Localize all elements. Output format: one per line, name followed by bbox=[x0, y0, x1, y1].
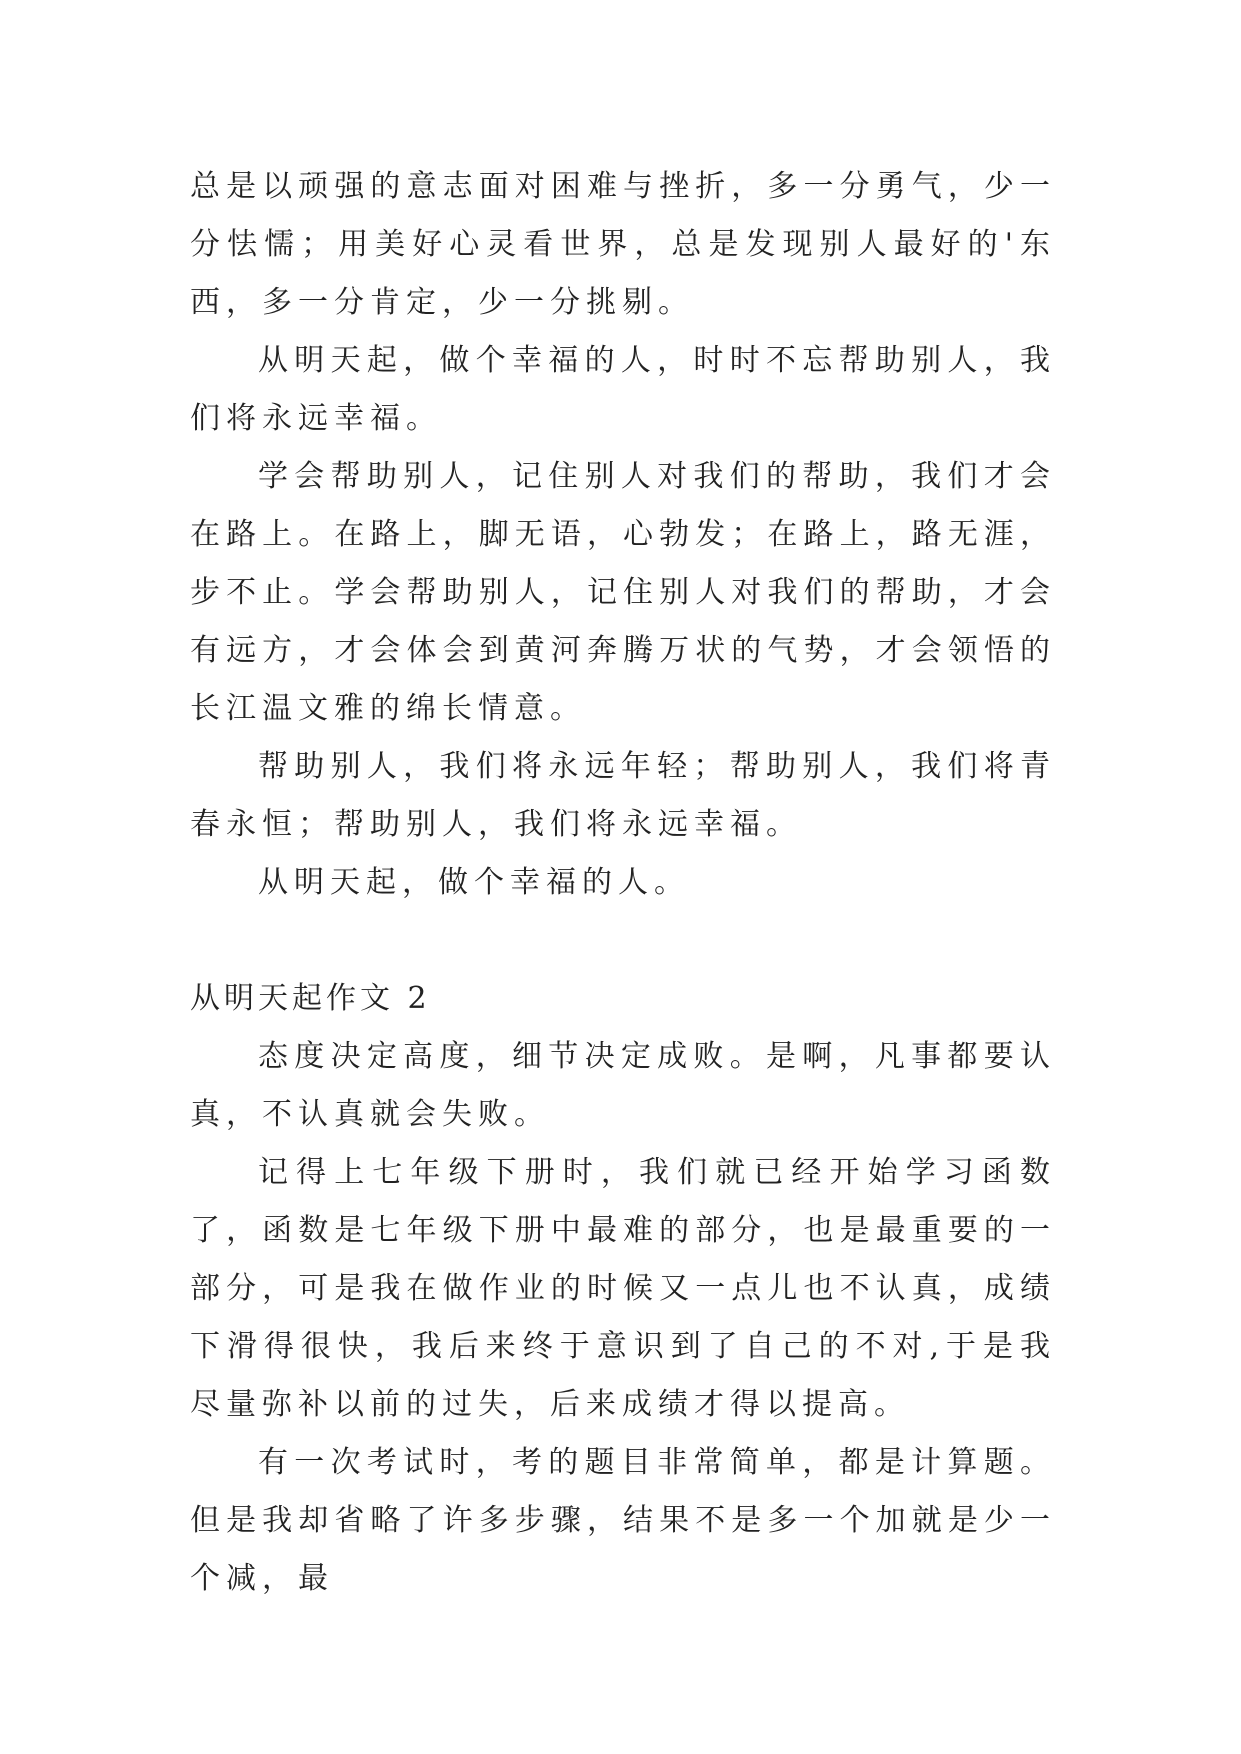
paragraph-continued: 总是以顽强的意志面对困难与挫折，多一分勇气，少一分怯懦；用美好心灵看世界，总是发现别人最好的'东西，多一分肯定，少一分挑剔。 bbox=[190, 169, 1056, 320]
paragraph: 从明天起，做个幸福的人，时时不忘帮助别人，我们将永远幸福。 bbox=[190, 343, 1056, 436]
section-title: 从明天起作文 2 bbox=[190, 981, 431, 1016]
paragraph: 从明天起，做个幸福的人。 bbox=[258, 865, 690, 900]
document-body bbox=[190, 158, 1056, 1608]
paragraph: 有一次考试时，考的题目非常简单，都是计算题。但是我却省略了许多步骤，结果不是多一个加就是少一个减，最 bbox=[190, 1445, 1056, 1596]
paragraph: 态度决定高度，细节决定成败。是啊，凡事都要认真，不认真就会失败。 bbox=[190, 1039, 1056, 1132]
paragraph: 记得上七年级下册时，我们就已经开始学习函数了，函数是七年级下册中最难的部分，也是最重要的一部分，可是我在做作业的时候又一点儿也不认真，成绩下滑得很快，我后来终于意识到了自己的不对,于是我尽量弥补以前的过失，后来成绩才得以提高。 bbox=[190, 1155, 1056, 1422]
paragraph: 学会帮助别人，记住别人对我们的帮助，我们才会在路上。在路上，脚无语，心勃发；在路上，路无涯，步不止。学会帮助别人，记住别人对我们的帮助，才会有远方，才会体会到黄河奔腾万状的气势，才会领悟的长江温文雅的绵长情意。 bbox=[190, 459, 1056, 726]
paragraph: 帮助别人，我们将永远年轻；帮助别人，我们将青春永恒；帮助别人，我们将永远幸福。 bbox=[190, 749, 1056, 842]
